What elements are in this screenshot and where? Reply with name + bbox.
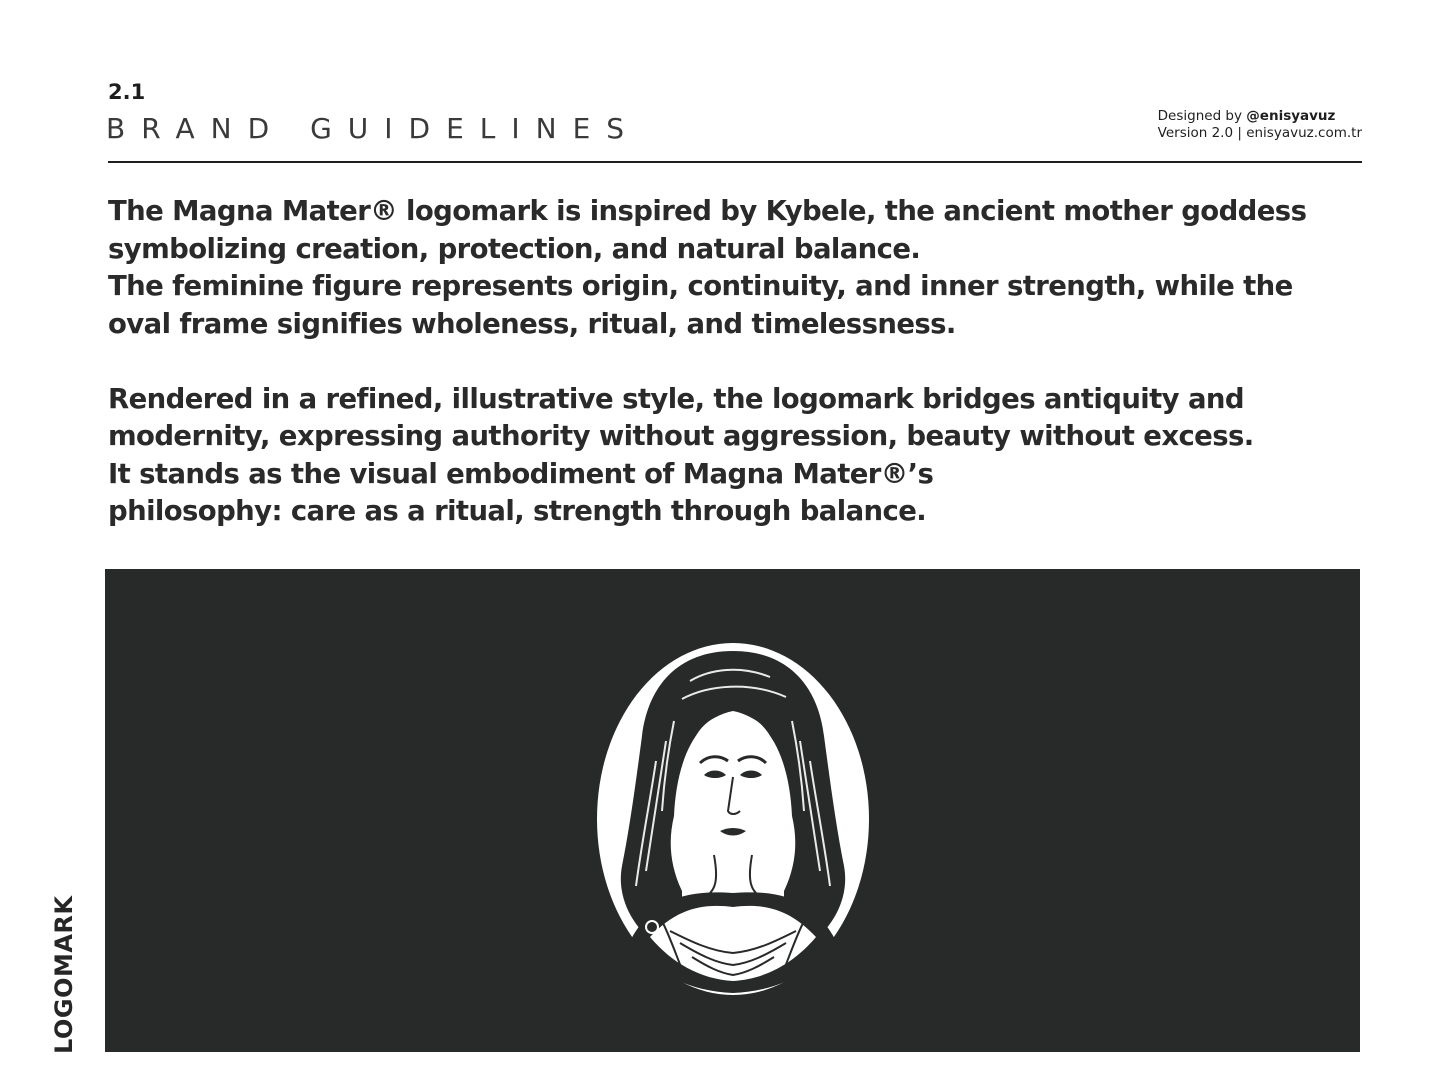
logo-panel [105,569,1360,1052]
description-line: It stands as the visual embodiment of Magna Mater®’s [108,457,934,490]
description-line: Rendered in a refined, illustrative style, the logomark bridges antiquity and [108,382,1244,415]
description-line: The Magna Mater® logomark is inspired by Kybele, the ancient mother goddess [108,195,1307,227]
description-line: modernity, expressing authority without aggression, beauty without excess. [108,420,1254,452]
description-line: oval frame signifies wholeness, ritual, and timelessness. [108,307,956,340]
header-divider [108,161,1362,163]
credits-designer [1158,108,1362,125]
credits-prefix: Designed by [1157,108,1247,124]
goddess-portrait-oval-icon [590,641,876,997]
section-number: 2.1 [108,80,146,104]
description-text [108,193,1368,531]
section-title: BRAND GUIDELINES [106,112,641,145]
description-line: philosophy: care as a ritual, strength through balance. [108,495,927,527]
credits [1158,108,1362,142]
description-line: symbolizing creation, protection, and natural balance. [108,232,921,265]
side-label: LOGOMARK [50,895,78,1054]
description-line: The feminine figure represents origin, continuity, and inner strength, while the [108,270,1293,302]
credits-version: Version 2.0 | enisyavuz.com.tr [1157,125,1362,141]
credits-handle: @enisyavuz [1246,108,1336,124]
paragraph-gap [108,343,1368,381]
